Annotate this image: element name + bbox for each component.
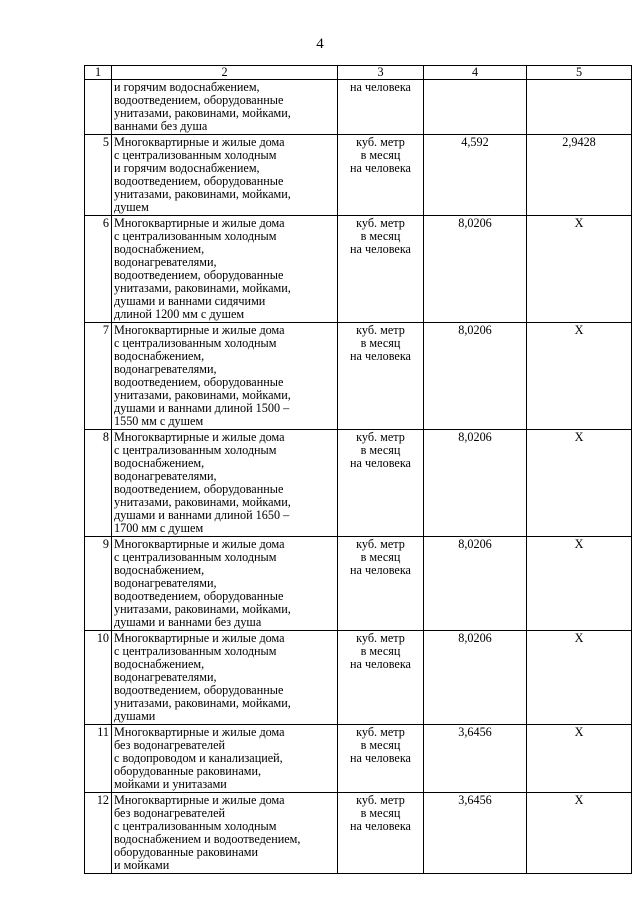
row-description-cell <box>112 793 338 874</box>
description-line: 1550 мм с душем <box>114 414 204 428</box>
unit-line: на человека <box>350 456 411 470</box>
table-row <box>85 430 632 537</box>
unit-line: куб. метр <box>356 430 405 444</box>
description-line: душами и ваннами сидячими <box>114 294 266 308</box>
unit-line: на человека <box>350 80 411 94</box>
table-row <box>85 216 632 323</box>
unit-line: на человека <box>350 819 411 833</box>
unit-line: куб. метр <box>356 725 405 739</box>
description-line: 1700 мм с душем <box>114 521 204 535</box>
row-number-cell: 8 <box>85 430 112 537</box>
description-line: водоотведением, оборудованные <box>114 482 284 496</box>
row-description-cell <box>112 430 338 537</box>
description-line: длиной 1200 мм с душем <box>114 307 245 321</box>
description-line: водоснабжением, <box>114 563 205 577</box>
unit-line: в месяц <box>360 644 401 658</box>
page-number: 4 <box>316 36 324 52</box>
unit-line: в месяц <box>360 806 401 820</box>
row-unit-cell <box>338 80 424 135</box>
row-description-cell <box>112 631 338 725</box>
description-line: с централизованным холодным <box>114 644 277 658</box>
row-unit-cell <box>338 430 424 537</box>
unit-line: в месяц <box>360 229 401 243</box>
unit-line: на человека <box>350 161 411 175</box>
unit-line: куб. метр <box>356 793 405 807</box>
description-line: водоотведением, оборудованные <box>114 93 284 107</box>
description-line: водоснабжением, <box>114 657 205 671</box>
description-line: оборудованные раковинами, <box>114 764 262 778</box>
header-cell-3: 3 <box>338 66 424 80</box>
description-line: ваннами без душа <box>114 119 208 133</box>
description-line: и горячим водоснабжением, <box>114 161 260 175</box>
header-cell-1: 1 <box>85 66 112 80</box>
row-description-cell <box>112 725 338 793</box>
row-number-cell: 10 <box>85 631 112 725</box>
unit-line: в месяц <box>360 443 401 457</box>
description-line: Многоквартирные и жилые дома <box>114 631 285 645</box>
row-number-cell: 5 <box>85 135 112 216</box>
description-line: Многоквартирные и жилые дома <box>114 793 285 807</box>
unit-line: в месяц <box>360 550 401 564</box>
unit-line: в месяц <box>360 738 401 752</box>
description-line: душем <box>114 200 149 214</box>
description-line: водоснабжением, <box>114 349 205 363</box>
description-line: унитазами, раковинами, мойками, <box>114 495 291 509</box>
description-line: с централизованным холодным <box>114 443 277 457</box>
description-line: и горячим водоснабжением, <box>114 80 260 94</box>
description-line: Многоквартирные и жилые дома <box>114 537 285 551</box>
description-line: унитазами, раковинами, мойками, <box>114 602 291 616</box>
description-line: водоотведением, оборудованные <box>114 268 284 282</box>
row-value2-cell: Х <box>527 537 632 631</box>
description-line: унитазами, раковинами, мойками, <box>114 106 291 120</box>
row-unit-cell <box>338 793 424 874</box>
unit-line: на человека <box>350 563 411 577</box>
unit-line: на человека <box>350 349 411 363</box>
unit-line: куб. метр <box>356 631 405 645</box>
row-description-cell <box>112 135 338 216</box>
row-value-cell: 8,0206 <box>424 631 527 725</box>
table-row <box>85 323 632 430</box>
row-unit-cell <box>338 135 424 216</box>
row-unit-cell <box>338 216 424 323</box>
description-line: водонагревателями, <box>114 576 217 590</box>
row-value-cell <box>424 80 527 135</box>
table-body <box>85 66 632 874</box>
description-line: с водопроводом и канализацией, <box>114 751 283 765</box>
row-value-cell: 8,0206 <box>424 323 527 430</box>
row-unit-cell <box>338 323 424 430</box>
description-line: душами и ваннами длиной 1650 – <box>114 508 290 522</box>
row-number-cell: 6 <box>85 216 112 323</box>
description-line: водонагревателями, <box>114 255 217 269</box>
row-value2-cell: Х <box>527 793 632 874</box>
row-value-cell: 3,6456 <box>424 793 527 874</box>
row-number-cell: 9 <box>85 537 112 631</box>
description-line: душами и ваннами без душа <box>114 615 262 629</box>
row-unit-cell <box>338 631 424 725</box>
unit-line: на человека <box>350 751 411 765</box>
description-line: водоотведением, оборудованные <box>114 683 284 697</box>
description-line: водонагревателями, <box>114 670 217 684</box>
description-line: с централизованным холодным <box>114 819 277 833</box>
description-line: и мойками <box>114 858 170 872</box>
description-line: с централизованным холодным <box>114 336 277 350</box>
row-value2-cell: 2,9428 <box>527 135 632 216</box>
description-line: с централизованным холодным <box>114 550 277 564</box>
description-line: унитазами, раковинами, мойками, <box>114 281 291 295</box>
description-line: с централизованным холодным <box>114 148 277 162</box>
description-line: унитазами, раковинами, мойками, <box>114 187 291 201</box>
unit-line: куб. метр <box>356 323 405 337</box>
description-line: душами <box>114 709 156 723</box>
row-value2-cell <box>527 80 632 135</box>
table-row <box>85 793 632 874</box>
description-line: водоснабжением, <box>114 456 205 470</box>
norms-table <box>84 65 632 874</box>
table-header-row <box>85 66 632 80</box>
unit-line: куб. метр <box>356 135 405 149</box>
description-line: водоотведением, оборудованные <box>114 174 284 188</box>
row-unit-cell <box>338 725 424 793</box>
table-row <box>85 631 632 725</box>
row-number-cell: 11 <box>85 725 112 793</box>
header-cell-2: 2 <box>112 66 338 80</box>
description-line: водоснабжением, <box>114 242 205 256</box>
description-line: оборудованные раковинами <box>114 845 258 859</box>
row-value-cell: 8,0206 <box>424 430 527 537</box>
unit-line: куб. метр <box>356 216 405 230</box>
row-number-cell: 12 <box>85 793 112 874</box>
unit-line: в месяц <box>360 336 401 350</box>
table-row <box>85 135 632 216</box>
unit-line: в месяц <box>360 148 401 162</box>
description-line: водоотведением, оборудованные <box>114 375 284 389</box>
row-value2-cell: Х <box>527 216 632 323</box>
row-number-cell <box>85 80 112 135</box>
description-line: водоснабжением и водоотведением, <box>114 832 301 846</box>
description-line: душами и ваннами длиной 1500 – <box>114 401 290 415</box>
description-line: Многоквартирные и жилые дома <box>114 725 285 739</box>
table-row <box>85 537 632 631</box>
description-line: унитазами, раковинами, мойками, <box>114 388 291 402</box>
row-number-cell: 7 <box>85 323 112 430</box>
row-description-cell <box>112 323 338 430</box>
row-description-cell <box>112 537 338 631</box>
description-line: унитазами, раковинами, мойками, <box>114 696 291 710</box>
row-value2-cell: Х <box>527 430 632 537</box>
description-line: водонагревателями, <box>114 362 217 376</box>
row-description-cell <box>112 80 338 135</box>
description-line: Многоквартирные и жилые дома <box>114 216 285 230</box>
row-description-cell <box>112 216 338 323</box>
description-line: мойками и унитазами <box>114 777 227 791</box>
description-line: Многоквартирные и жилые дома <box>114 135 285 149</box>
row-value-cell: 3,6456 <box>424 725 527 793</box>
header-cell-4: 4 <box>424 66 527 80</box>
description-line: Многоквартирные и жилые дома <box>114 323 285 337</box>
table-row <box>85 80 632 135</box>
row-value-cell: 4,592 <box>424 135 527 216</box>
table-row <box>85 725 632 793</box>
description-line: водоотведением, оборудованные <box>114 589 284 603</box>
description-line: с централизованным холодным <box>114 229 277 243</box>
description-line: Многоквартирные и жилые дома <box>114 430 285 444</box>
unit-line: на человека <box>350 242 411 256</box>
row-unit-cell <box>338 537 424 631</box>
row-value-cell: 8,0206 <box>424 537 527 631</box>
row-value-cell: 8,0206 <box>424 216 527 323</box>
description-line: без водонагревателей <box>114 738 226 752</box>
description-line: водонагревателями, <box>114 469 217 483</box>
description-line: без водонагревателей <box>114 806 226 820</box>
header-cell-5: 5 <box>527 66 632 80</box>
unit-line: куб. метр <box>356 537 405 551</box>
row-value2-cell: Х <box>527 631 632 725</box>
row-value2-cell: Х <box>527 725 632 793</box>
row-value2-cell: Х <box>527 323 632 430</box>
unit-line: на человека <box>350 657 411 671</box>
